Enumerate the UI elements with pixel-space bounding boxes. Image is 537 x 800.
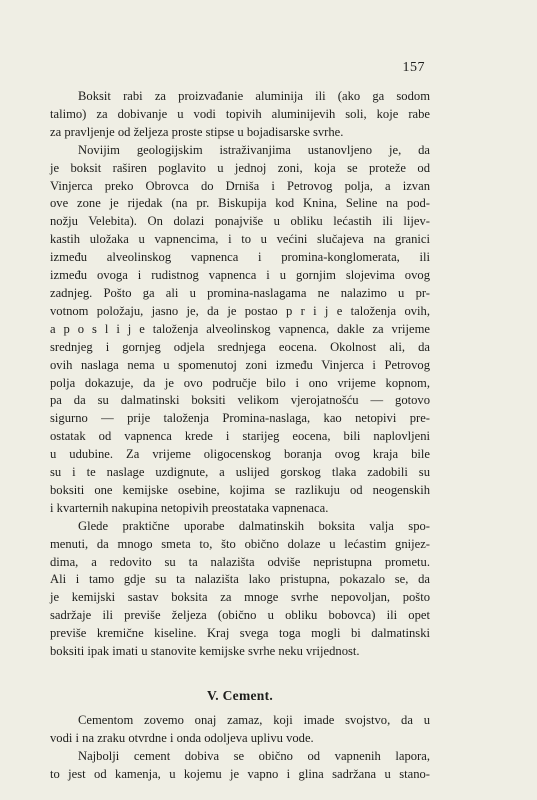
- text-line: votnom položaju, jasno je, da je postao p r i j e taloženja ovih,: [50, 303, 430, 318]
- text-line: Najbolji cement dobiva se obično od vapnenih lapora,: [78, 748, 430, 763]
- text-line: je boksit raširen poglavito u jednoj zoni, koja se proteže od: [50, 160, 430, 175]
- text-line: sigurno — prije taloženja Promina-naslaga, kao netopivi pre-: [50, 411, 430, 426]
- text-line: vodi i na zraku otvrdne i onda odoljeva uplivu vode.: [50, 730, 314, 745]
- text-line: i kvarternih nakupina netopivih preostataka vapnenaca.: [50, 500, 329, 515]
- text-line: kastih uložaka u vapnencima, i to u većini slučajeva na granici: [50, 232, 430, 247]
- paragraph-2: [50, 142, 430, 518]
- text-line: zadnjeg. Pošto ga ali u promina-naslagama ne nalazimo u pr-: [50, 285, 430, 300]
- text-line: talimo) za dobivanje u vodi topivih aluminijevih soli, koje rabe: [50, 106, 430, 121]
- text-line: boksiti ipak imati u stanovite kemijske svrhe neku vrijednost.: [50, 644, 360, 659]
- section-heading: V. Cement.: [206, 688, 274, 703]
- paragraph-5: [50, 748, 430, 784]
- text-line: menuti, da mnogo smeta to, što obično dolaze u lećastim gnijez-: [50, 536, 430, 551]
- text-line: Ali i tamo gdje su ta nalazišta lako pristupna, pokazalo se, da: [50, 572, 430, 587]
- text-line: nožju Velebita). On dolazi ponajviše u obliku lećastih ili lijev-: [50, 214, 430, 229]
- text-line: Glede praktične uporabe dalmatinskih boksita valja spo-: [78, 518, 430, 533]
- text-line: Novijim geologijskim istraživanjima ustanovljeno je, da: [78, 142, 430, 157]
- text-line: za pravljenje od željeza proste stipse u bojadisarske svrhe.: [50, 124, 344, 139]
- text-line: ostatak od vapnenca krede i starijeg eocena, bili naplovljeni: [50, 429, 430, 444]
- text-line: to jest od kamenja, u kojemu je vapno i glina sadržana u stano-: [50, 766, 430, 781]
- text-line: između ovoga i rudistnog vapnenca i u gornjim slojevima ovog: [50, 268, 430, 283]
- text-line: srednjeg i gornjeg odjela srednjega eocena. Okolnost ali, da: [50, 339, 430, 354]
- paragraph-1: [50, 88, 430, 142]
- text-line: boksiti one kemijske osebine, kojima se razlikuju od neogenskih: [50, 482, 430, 497]
- text-line: Vinjerca preko Obrovca do Drniša i Petrovog polja, a izvan: [50, 178, 430, 193]
- text-line: polja dokazuje, da je ovo područje bilo i ono vrijeme kopnom,: [50, 375, 430, 390]
- text-line: Cementom zovemo onaj zamaz, koji imade svojstvo, da u: [78, 713, 430, 727]
- text-line: sadržaje ili previše željeza (obično u obliku bobovca) ili opet: [50, 608, 430, 623]
- paragraph-4: [50, 712, 430, 748]
- text-line: pa da su dalmatinski boksiti velikom vjerojatnošću — gotovo: [50, 393, 430, 408]
- text-line: ove zone je rijedak (na pr. Biskupija kod Knina, Seline na pod-: [50, 196, 430, 211]
- text-line: je kemijski sastav boksita za mnoge svrhe nepovoljan, pošto: [50, 590, 430, 605]
- body-text: [50, 88, 430, 784]
- page-number: 157: [402, 60, 425, 75]
- text-line: Boksit rabi za proizvađanie aluminija ili (ako ga sodom: [78, 89, 430, 103]
- text-line: dima, a redovito su ta nalazišta odviše nepristupna prometu.: [50, 554, 430, 569]
- paragraph-3: [50, 518, 430, 661]
- text-line: su i te naslage uzdignute, a uslijed gorskog tlaka zadobili su: [50, 465, 430, 480]
- text-line: između alveolinskog vapnenca i promina-konglomerata, ili: [50, 250, 430, 265]
- text-line: a p o s l i j e taloženja alveolinskog vapnenca, dakle za vrijeme: [50, 321, 430, 336]
- text-line: ovih naslaga nema u spomenutoj zoni između Vinjerca i Petrovog: [50, 357, 430, 372]
- text-line: u udubine. Za vrijeme oligocenskog boranja ovog kraja bile: [50, 447, 430, 462]
- text-line: previše kremične kiseline. Kraj svega toga mogli bi dalmatinski: [50, 626, 430, 641]
